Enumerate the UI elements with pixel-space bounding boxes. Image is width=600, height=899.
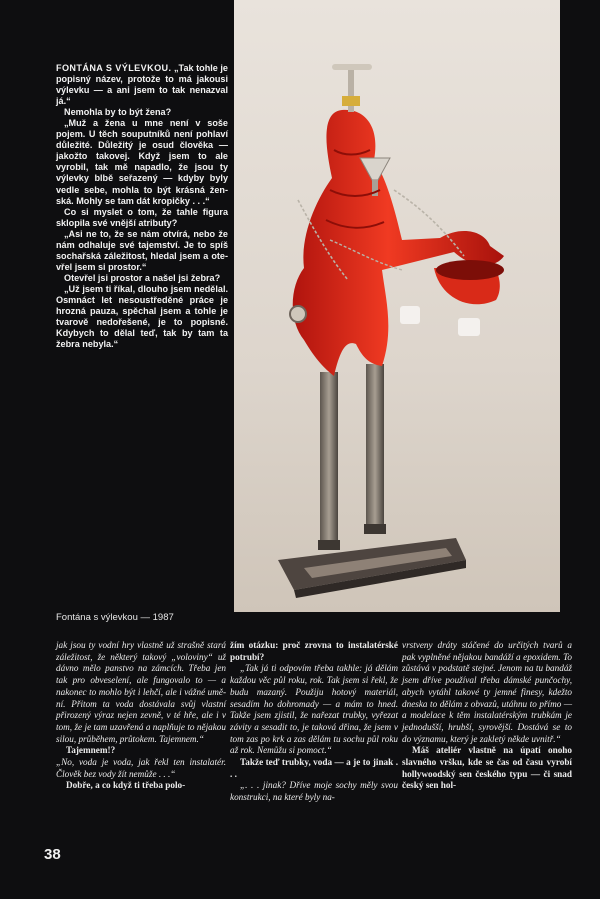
page-number: 38 — [44, 846, 61, 863]
text-column-2 — [230, 640, 398, 804]
sculpture-illustration — [234, 0, 560, 612]
column-paragraph: vrstveny dráty stáčené do určitých tvarů a pak vyplněné nějakou bandáží a epoxidem. To zůstává v podstatě stejné. Jenom na tu bandáž jsem dříve používal třeba dámské punčochy, abych vytáhl takové ty jemné finesy, kdežto dneska to dělám z obvazů, utáhnu to přímo — a modelace k těm instalatérským trubkám je jednodušší, hrubší, syrovější. Dostává se to do významu, který je zakletý někde uvnitř.“ — [402, 640, 572, 744]
interview-answer: „Asi ne to, že se nám otvírá, nebo že nám odhaluje své tajemství. Je to spíš sochařská záležitost, hledal jsem a otevřel jsem si prostor.“ — [56, 228, 228, 272]
interview-answer: „Muž a žena u mne není v soše pojem. U těch souputníků není pohlaví důležité. Důležitý je osud člověka — jakožto takovej. Když jsem to ale vyrobil, tak mě napadlo, že jsou ty výlevky blbě seřazený — kdyby byly vedle sebe, mohla to být krásná ženská. Mohly se tam dát kropičky . . .“ — [56, 118, 228, 206]
column-paragraph: Máš ateliér vlastně na úpatí onoho slavného vršku, kde se čas od času vyrobí hollywoodský sen českého typu — či snad český sen hol- — [402, 745, 572, 791]
interview-question: Nemohla by to být žena? — [64, 107, 172, 118]
interview-column — [56, 63, 228, 350]
text-column-1 — [56, 640, 226, 792]
column-paragraph: Tajemnem!? — [66, 745, 116, 756]
sculpture-photo — [234, 0, 560, 612]
photo-caption: Fontána s výlevkou — 1987 — [56, 612, 174, 623]
interview-lead: FONTÁNA S VÝLEVKOU. — [56, 63, 172, 73]
column-paragraph: Dobře, a co když ti třeba polo- — [66, 780, 186, 791]
interview-question: Co si myslet o tom, že tahle figura sklopila své vnější atributy? — [56, 206, 228, 228]
text-column-3 — [402, 640, 572, 792]
interview-p1: FONTÁNA S VÝLEVKOU. „Tak tohle je popisný název, protože to má jakousi výlevku — a ani jsem to tak nenazval já.“ — [56, 63, 228, 107]
column-paragraph: žím otázku: proč zrovna to instalatérské potrubí? — [230, 640, 398, 662]
column-paragraph: „No, voda je voda, jak řekl ten instalatér. Člověk bez vody žít nemůže . . .“ — [56, 757, 226, 779]
column-paragraph: „Tak já ti odpovím třeba takhle: já dělám každou věc půl roku, rok. Tak jsem si řekl, že budu mazaný. Použiju hotový materiál, sesadím ho dohromady — a mám to hned. Takže jsem zjistil, že nařezat trubky, vyřezat závity a sesadit to, je taková dřina, že jsem v tom zas po krk a zas dělám tu sochu půl roku až rok. Nemůžu si pomoct.“ — [230, 663, 398, 756]
interview-question: Otevřel jsi prostor a našel jsi žebra? — [64, 272, 221, 283]
column-paragraph: jak jsou ty vodní hry vlastně už strašně stará záležitost, že některý takový „voloviny“ už dávno mělo panstvo na zámcích. Třeba jen tak pro obveselení, ale fungovalo to — a nakonec to mohlo být i lehčí, ale i vážné umění. Přitom ta voda dostávala svůj vlastní přirozený výraz nejen zevně, v té hře, ale i v tom, že je tam uzavřená a naplňuje to nějakou silou, průběhem, průtokem. Tajemnem.“ — [56, 640, 226, 744]
column-paragraph: „. . . jinak? Dříve moje sochy měly svou konstrukci, na které byly na- — [230, 780, 398, 803]
column-paragraph: Takže teď trubky, voda — a je to jinak . . . — [230, 757, 398, 779]
interview-answer: „Už jsem ti říkal, dlouho jsem nedělal. Osmnáct let nesoustředěné práce je hrozná pauza, spěchal jsem a tohle je tvarově nedořešené, je to popisné. Kdybych to dělal teď, tak by tam ta žebra nebyla.“ — [56, 283, 228, 350]
